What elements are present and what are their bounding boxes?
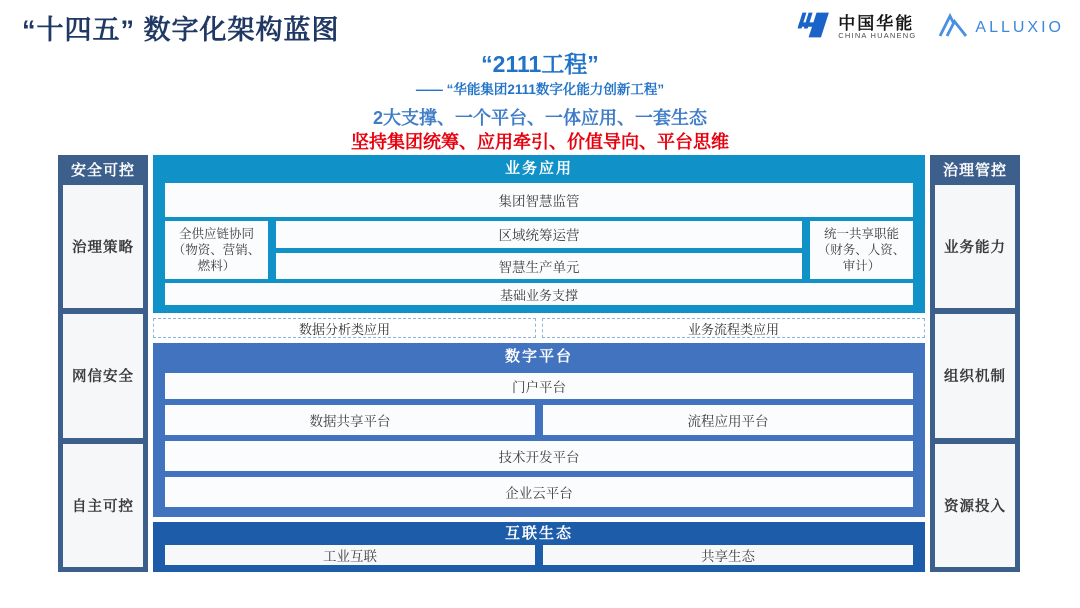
regional-coordinated-operation-box: 区域统筹运营 <box>276 221 802 248</box>
shared-functions-box <box>810 221 913 279</box>
business-middle-row <box>165 221 913 279</box>
architecture-diagram <box>58 155 1020 572</box>
application-type-row <box>153 318 925 338</box>
shared-ecosystem-box: 共享生态 <box>543 545 913 565</box>
huaneng-name-en: CHINA HUANENG <box>838 31 917 41</box>
group-smart-supervision-box: 集团智慧监管 <box>165 183 913 217</box>
page-title: “十四五” 数字化架构蓝图 <box>22 15 340 45</box>
right-column-header: 治理管控 <box>942 161 1007 179</box>
left-column-item-governance-strategy: 治理策略 <box>63 185 143 308</box>
digital-platform-section <box>153 343 925 517</box>
right-column-item-business-capability: 业务能力 <box>935 185 1015 308</box>
supply-chain-detail: （物资、营销、燃料） <box>172 242 261 274</box>
alluxio-logo <box>938 12 1064 43</box>
data-sharing-platform-box: 数据共享平台 <box>165 405 535 435</box>
left-column-header: 安全可控 <box>70 161 135 179</box>
tech-development-platform-box: 技术开发平台 <box>165 441 913 471</box>
alluxio-a-icon <box>938 12 968 43</box>
process-application-platform-box: 流程应用平台 <box>543 405 913 435</box>
data-analysis-apps-box: 数据分析类应用 <box>153 318 536 338</box>
left-column-item-self-control: 自主可控 <box>63 444 143 567</box>
right-column-item-organization-mechanism: 组织机制 <box>935 314 1015 437</box>
ecosystem-header: 互联生态 <box>504 524 573 542</box>
slogan-blue: 2大支撑、一个平台、一体应用、一套生态 <box>372 108 707 128</box>
huaneng-name-cn: 中国华能 <box>838 13 915 33</box>
digital-platform-header: 数字平台 <box>504 347 573 365</box>
logo-bar <box>795 10 1064 45</box>
business-middle-stack <box>276 221 802 279</box>
supply-chain-title: 全供应链协同 <box>178 226 254 241</box>
huaneng-wordmark <box>838 15 916 41</box>
smart-production-unit-box: 智慧生产单元 <box>276 253 802 280</box>
basic-business-support-box: 基础业务支撑 <box>165 283 913 305</box>
right-column-item-resource-investment: 资源投入 <box>935 444 1015 567</box>
ecosystem-row <box>165 545 913 565</box>
center-stack <box>153 155 925 572</box>
business-application-section <box>153 155 925 313</box>
business-process-apps-box: 业务流程类应用 <box>542 318 925 338</box>
project-title: “2111工程” <box>481 51 599 77</box>
supply-chain-collaboration-box <box>165 221 268 279</box>
shared-functions-title: 统一共享职能 <box>823 226 899 241</box>
alluxio-name: ALLUXIO <box>975 18 1064 36</box>
platform-pair-row <box>165 405 913 435</box>
project-subtitle: —— “华能集团2111数字化能力创新工程” <box>415 82 665 97</box>
left-column-security <box>58 155 148 572</box>
huaneng-h-icon <box>795 10 831 45</box>
left-column-item-cyber-security: 网信安全 <box>63 314 143 437</box>
business-application-header: 业务应用 <box>504 159 573 177</box>
industrial-interconnection-box: 工业互联 <box>165 545 535 565</box>
portal-platform-box: 门户平台 <box>165 373 913 399</box>
shared-functions-detail: （财务、人资、审计） <box>817 242 906 274</box>
interconnected-ecosystem-section <box>153 522 925 572</box>
enterprise-cloud-platform-box: 企业云平台 <box>165 477 913 507</box>
slogan-red: 坚持集团统筹、应用牵引、价值导向、平台思维 <box>351 132 729 152</box>
huaneng-logo <box>795 10 916 45</box>
right-column-governance <box>930 155 1020 572</box>
